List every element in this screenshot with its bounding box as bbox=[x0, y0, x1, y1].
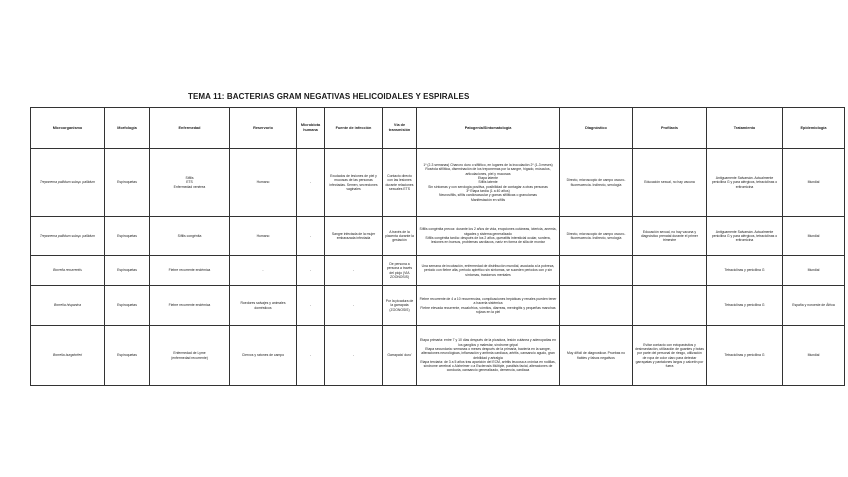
treatment-cell: Antiguamente Salvarsán. Actualmente penicilina G y para alérgicos, tetraciclinas o eritromicina bbox=[707, 149, 783, 217]
morphology-cell: Espiroquetas bbox=[105, 217, 150, 256]
organism-cell: Borrelia recurrentis bbox=[31, 256, 105, 286]
pathogenesis-line: Fiebre elevada recurrente, escalofríos, vómitos, diarreas, meningitis y pequeñas manchas rojizas en la piel bbox=[420, 305, 556, 314]
disease-line: Enfermedad de Lyme bbox=[173, 351, 206, 356]
disease-cell bbox=[150, 326, 230, 386]
source-cell: - bbox=[325, 326, 383, 386]
epidemiology-cell: España y noroeste de África bbox=[783, 286, 845, 326]
source-cell: - bbox=[325, 286, 383, 326]
pathogenesis-line: Etapa latente bbox=[478, 176, 498, 181]
pathogenesis-cell bbox=[417, 217, 560, 256]
reservoir-cell: Ciervos y ratones de campo bbox=[230, 326, 297, 386]
reservoir-cell: Roedores salvajes y animales domésticos bbox=[230, 286, 297, 326]
disease-cell bbox=[150, 217, 230, 256]
epidemiology-cell: Mundial bbox=[783, 149, 845, 217]
pathogenesis-cell bbox=[417, 326, 560, 386]
prophylaxis-cell bbox=[633, 286, 707, 326]
pathogenesis-line: Etapa terciaria: de 3 a 5 años tras aparición del ECM, artritis leucosa a crónica en rodillas, síndrome cerebral o Alzheimer o a Esclerosis Múltiple, parálisis facial, alteraciones de conducta, cansancio generalizado, demencia, cardiaca bbox=[420, 359, 556, 373]
prophylaxis-cell: Evitar contacto con ectoparásitos y desinsectación, utilización de guantes y botas por parte del personal de riesgo, utilización de ropa de color claro para detectar garrapatas y pantalones largos y calcetín por fuera bbox=[633, 326, 707, 386]
header-cell: Profilaxis bbox=[633, 108, 707, 149]
organism-cell: Treponema pallidum subsp. pallidum bbox=[31, 217, 105, 256]
source-cell: Sangre infectada de la mujer embarazada infectada bbox=[325, 217, 383, 256]
table-row bbox=[31, 286, 845, 326]
microbiota-cell: - bbox=[297, 286, 325, 326]
disease-cell bbox=[150, 286, 230, 326]
reservoir-cell: Humano bbox=[230, 217, 297, 256]
disease-line: Fiebre recurrente endémica bbox=[168, 303, 211, 308]
organism-cell: Borrelia burgdorferi bbox=[31, 326, 105, 386]
disease-line: ETS bbox=[186, 180, 193, 185]
table-header-row bbox=[31, 108, 845, 149]
pathogenesis-line: Neurosífilis, sífilis cardiovascular y gomas sifilíticas o granulomas bbox=[439, 193, 537, 198]
morphology-cell: Espiroquetas bbox=[105, 149, 150, 217]
header-cell: Reservorio bbox=[230, 108, 297, 149]
morphology-cell: Espiroquetas bbox=[105, 256, 150, 286]
table-row bbox=[31, 256, 845, 286]
pathogenesis-cell bbox=[417, 149, 560, 217]
pathogenesis-line: Fiebre recurrente de 4 a 10 recurrencias, complicaciones hepáticas y renales pueden tener a hacerla sistémica bbox=[419, 296, 557, 306]
header-cell: Epidemiología bbox=[783, 108, 845, 149]
treatment-cell: Tetraciclinas y penicilina G bbox=[707, 256, 783, 286]
prophylaxis-cell bbox=[633, 256, 707, 286]
epidemiology-cell: Mundial bbox=[783, 326, 845, 386]
morphology-cell: Espiroquetas bbox=[105, 326, 150, 386]
disease-line: Enfermedad venérea bbox=[173, 184, 206, 189]
table-row bbox=[31, 217, 845, 256]
epidemiology-cell: Mundial bbox=[783, 217, 845, 256]
pathogenesis-line: Roséola sifilítica, diseminación de los treponemas por la sangre, hígado, músculos, articulaciones, piel y mucosas bbox=[425, 167, 551, 176]
pathogenesis-line: Sífilis congénita precoz: durante los 2 años de vida, erupciones cutáneas, ictericia, anemia, rágades y sistema generalizado bbox=[419, 227, 557, 236]
microbiota-cell: - bbox=[297, 217, 325, 256]
header-cell: Fuente de infección bbox=[325, 108, 383, 149]
header-cell: Vía de transmisión bbox=[383, 108, 417, 149]
treatment-cell: Antiguamente Salvarsán. Actualmente penicilina G y para alérgicos, tetraciclinas o eritromicina bbox=[707, 217, 783, 256]
pathogenesis-line: 1º (2-3 semanas) Chancro duro o sifilítico, en lugares de la inoculación 2º (1-3 meses) bbox=[423, 163, 553, 168]
route-cell: A través de la placenta durante la gestación bbox=[383, 217, 417, 256]
source-cell: - bbox=[325, 256, 383, 286]
prophylaxis-cell: Educación sexual, no hay vacuna bbox=[633, 149, 707, 217]
diagnosis-cell: Muy difícil de diagnosticar. Pruebas no fiables y falsos negativos bbox=[560, 326, 633, 386]
treatment-cell: Tetraciclinas y penicilina G bbox=[707, 286, 783, 326]
disease-line: Fiebre recurrente endémica bbox=[168, 268, 211, 273]
diagnosis-cell: Directo, microscopio de campo oscuro-fluorescencia. Indirecto, serología bbox=[560, 217, 633, 256]
diagnosis-cell bbox=[560, 286, 633, 326]
reservoir-cell: Humano bbox=[230, 149, 297, 217]
treatment-cell: Tetraciclinas y penicilina G bbox=[707, 326, 783, 386]
pathogenesis-line: Sin síntomas y con serología positiva, posibilidad de contagiar a otras personas bbox=[428, 184, 548, 189]
route-cell: Garrapata' duro' bbox=[383, 326, 417, 386]
header-cell: Diagnóstico bbox=[560, 108, 633, 149]
bacteria-table bbox=[30, 107, 845, 386]
route-cell: De persona a persona a través del piojo (VIA ZOONOSIS) bbox=[383, 256, 417, 286]
disease-cell bbox=[150, 149, 230, 217]
document-title: TEMA 11: BACTERIAS GRAM NEGATIVAS HELICOIDALES Y ESPIRALES bbox=[188, 92, 470, 101]
pathogenesis-cell bbox=[417, 256, 560, 286]
disease-line: Sífilis congénita bbox=[177, 233, 202, 238]
diagnosis-cell bbox=[560, 256, 633, 286]
table-row bbox=[31, 149, 845, 217]
microbiota-cell: - bbox=[297, 256, 325, 286]
pathogenesis-cell bbox=[417, 286, 560, 326]
organism-cell: Treponema pallidum subsp. pallidum bbox=[31, 149, 105, 217]
header-cell: Tratamiento bbox=[707, 108, 783, 149]
pathogenesis-line: 3º Etapa tardía (1 a 40 años) bbox=[466, 188, 510, 193]
source-cell: Exudados de lesiones de piel y mucosas de las personas infectadas. Semen, secreciones vaginales bbox=[325, 149, 383, 217]
header-cell: Patogenia/Sintomatología bbox=[417, 108, 560, 149]
diagnosis-cell: Directo, microscopio de campo oscuro-fluorescencia. Indirecto, serología bbox=[560, 149, 633, 217]
disease-line: (enfermedad recurrente) bbox=[171, 355, 208, 360]
pathogenesis-line: Etapa primaria: entre 7 y 10 días después de la picadura, lesión cutánea y adenopatías en los ganglios y malestar, síndrome gripal bbox=[420, 338, 556, 347]
prophylaxis-cell: Educación sexual, no hay vacuna y diagnóstico prenatal durante el primer trimestre bbox=[633, 217, 707, 256]
disease-cell bbox=[150, 256, 230, 286]
header-cell: Microorganismo bbox=[31, 108, 105, 149]
table-row bbox=[31, 326, 845, 386]
header-cell: Microbiota humana bbox=[297, 108, 325, 149]
pathogenesis-line: Etapa secundaria: semanas o meses después de la primaria, bacteria en la sangre, alteraciones neurológicas, inflamación y arritmia cardíaca, artritis, cansancio agudo, gran debilidad y artralgia bbox=[421, 346, 555, 360]
header-cell: Morfología bbox=[105, 108, 150, 149]
header-cell: Enfermedad bbox=[150, 108, 230, 149]
pathogenesis-line: Sífilis latente bbox=[478, 180, 498, 185]
route-cell: Por la picadura de la garrapata (ZOONOSIS) bbox=[383, 286, 417, 326]
morphology-cell: Espiroquetas bbox=[105, 286, 150, 326]
organism-cell: Borrelia hispanica bbox=[31, 286, 105, 326]
route-cell: Contacto directo con las lesiones durante relaciones sexuales ETS bbox=[383, 149, 417, 217]
epidemiology-cell: Mundial bbox=[783, 256, 845, 286]
microbiota-cell: - bbox=[297, 326, 325, 386]
reservoir-cell: - bbox=[230, 256, 297, 286]
disease-line: Sífilis bbox=[185, 176, 194, 181]
microbiota-cell: - bbox=[297, 149, 325, 217]
pathogenesis-line: Manifestación en sífilis bbox=[470, 197, 506, 202]
pathogenesis-line: Una semana de incubación, enfermedad de distribución mundial, asociada a la pobreza, periodo con fiebre alta, periodo apirético sin síntomas, se suceden periodos con y sin síntomas, trastornos mentales bbox=[421, 264, 555, 277]
pathogenesis-line: Sífilis congénita tardía: después de los 2 años, queratitis intersticial ocular, sordera, lesiones en huesos, problemas cardíacos, nariz en forma de silla de montar bbox=[425, 236, 551, 245]
